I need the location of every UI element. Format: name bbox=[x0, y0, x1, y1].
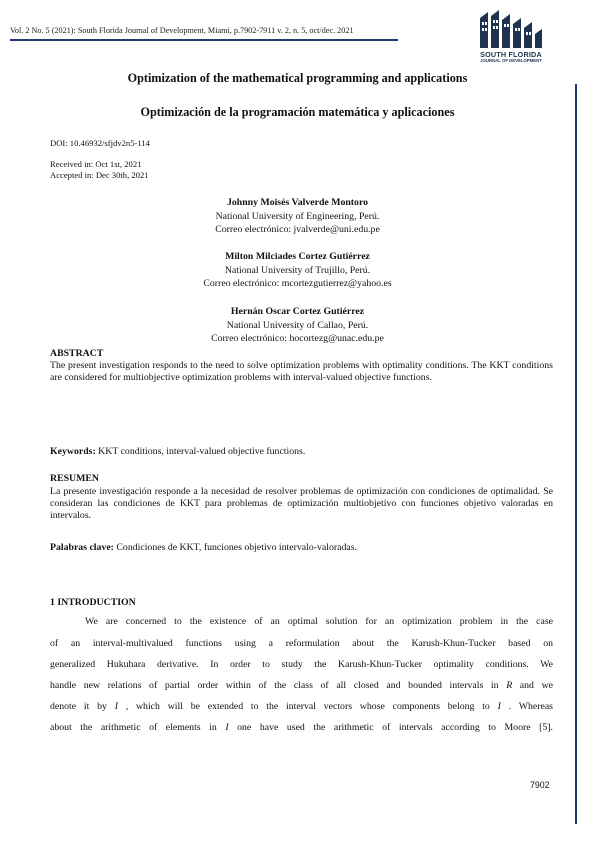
journal-logo bbox=[470, 6, 552, 64]
resumen-body: La presente investigación responde a la necesidad de resolver problemas de optimización con condiciones de optimalidad. Se consideran las condiciones de KKT para problemas de optimización multiobjetivo con funciones objetivo valoradas en intervalos. bbox=[50, 486, 553, 521]
intro-line: generalized Hukuhara derivative. In order to study the Karush-Khun-Tucker optimality conditions. We bbox=[50, 659, 553, 670]
keywords bbox=[50, 446, 553, 458]
author-affiliation: National University of Callao, Perú. bbox=[226, 319, 369, 331]
author-email: Correo electrónico: hocortezg@unac.edu.pe bbox=[211, 333, 384, 344]
logo-title: SOUTH FLORIDA bbox=[480, 50, 542, 59]
right-border-rule bbox=[575, 84, 577, 824]
author-block bbox=[0, 250, 595, 291]
logo-buildings-icon bbox=[470, 6, 552, 50]
intro-line bbox=[50, 722, 553, 733]
author-affiliation: National University of Engineering, Perú. bbox=[215, 210, 380, 222]
dates bbox=[50, 159, 149, 180]
author-email: Correo electrónico: jvalverde@uni.edu.pe bbox=[215, 224, 380, 235]
intro-text: handle new relations of partial order within of the class of all closed and bounded intervals in bbox=[50, 680, 499, 691]
author-name: Milton Milciades Cortez Gutiérrez bbox=[225, 251, 370, 262]
author-email: Correo electrónico: mcortezgutierrez@yahoo.es bbox=[203, 278, 392, 289]
journal-citation: Vol. 2 No. 5 (2021): South Florida Journal of Development, Miami, p.7902-7911 v. 2, n. 5, oct/dec. 2021 bbox=[10, 26, 354, 35]
doi: DOI: 10.46932/sfjdv2n5-114 bbox=[50, 138, 150, 148]
intro-heading: 1 INTRODUCTION bbox=[50, 597, 136, 608]
intro-text: and we bbox=[512, 680, 554, 691]
author-block bbox=[0, 305, 595, 346]
intro-text: , which will be extended to the interval vectors whose components belong to bbox=[125, 701, 490, 712]
page-number: 7902 bbox=[530, 780, 550, 790]
title-english: Optimization of the mathematical programming and applications bbox=[127, 71, 468, 85]
intro-text: one have used the arithmetic of intervals according to Moore [5]. bbox=[228, 722, 553, 733]
author-name: Johnny Moisés Valverde Montoro bbox=[226, 197, 369, 208]
keywords-label: Keywords: bbox=[50, 446, 96, 457]
author-affiliation: National University of Trujillo, Perú. bbox=[224, 264, 371, 276]
keywords-text: KKT conditions, interval-valued objective functions. bbox=[95, 446, 306, 457]
math-symbol: I bbox=[497, 701, 501, 712]
title-spanish: Optimización de la programación matemática y aplicaciones bbox=[140, 105, 455, 119]
abstract-heading: ABSTRACT bbox=[50, 348, 104, 359]
received-date: Received in: Oct 1st, 2021 bbox=[50, 159, 142, 169]
logo-subtitle: JOURNAL OF DEVELOPMENT bbox=[480, 58, 542, 63]
palabras-text: Condiciones de KKT, funciones objetivo intervalo-valoradas. bbox=[113, 542, 357, 553]
resumen-heading: RESUMEN bbox=[50, 473, 99, 484]
math-symbol: R bbox=[506, 680, 513, 691]
intro-text: denote it by bbox=[50, 701, 107, 712]
accepted-date: Accepted in: Dec 30th, 2021 bbox=[50, 169, 149, 180]
abstract-body: The present investigation responds to the need to solve optimization problems with optimality conditions. The KKT conditions are considered for multiobjective optimization problems with interval-valued objective functions. bbox=[50, 360, 553, 383]
intro-text: . Whereas bbox=[508, 701, 553, 712]
intro-line: of an interval-multivalued functions using a reformulation about the Karush-Khun-Tucker based on bbox=[50, 638, 553, 649]
math-symbol: I bbox=[114, 701, 118, 712]
math-symbol: I bbox=[225, 722, 229, 733]
author-name: Hernán Oscar Cortez Gutiérrez bbox=[230, 306, 365, 317]
header-rule bbox=[10, 39, 398, 41]
intro-line bbox=[50, 701, 553, 712]
intro-text: about the arithmetic of elements in bbox=[50, 722, 217, 733]
palabras-label: Palabras clave: bbox=[50, 542, 114, 553]
author-block bbox=[0, 196, 595, 237]
intro-line bbox=[50, 680, 553, 691]
palabras-clave bbox=[50, 542, 553, 554]
intro-line: We are concerned to the existence of an optimal solution for an optimization problem in the case bbox=[85, 616, 553, 627]
